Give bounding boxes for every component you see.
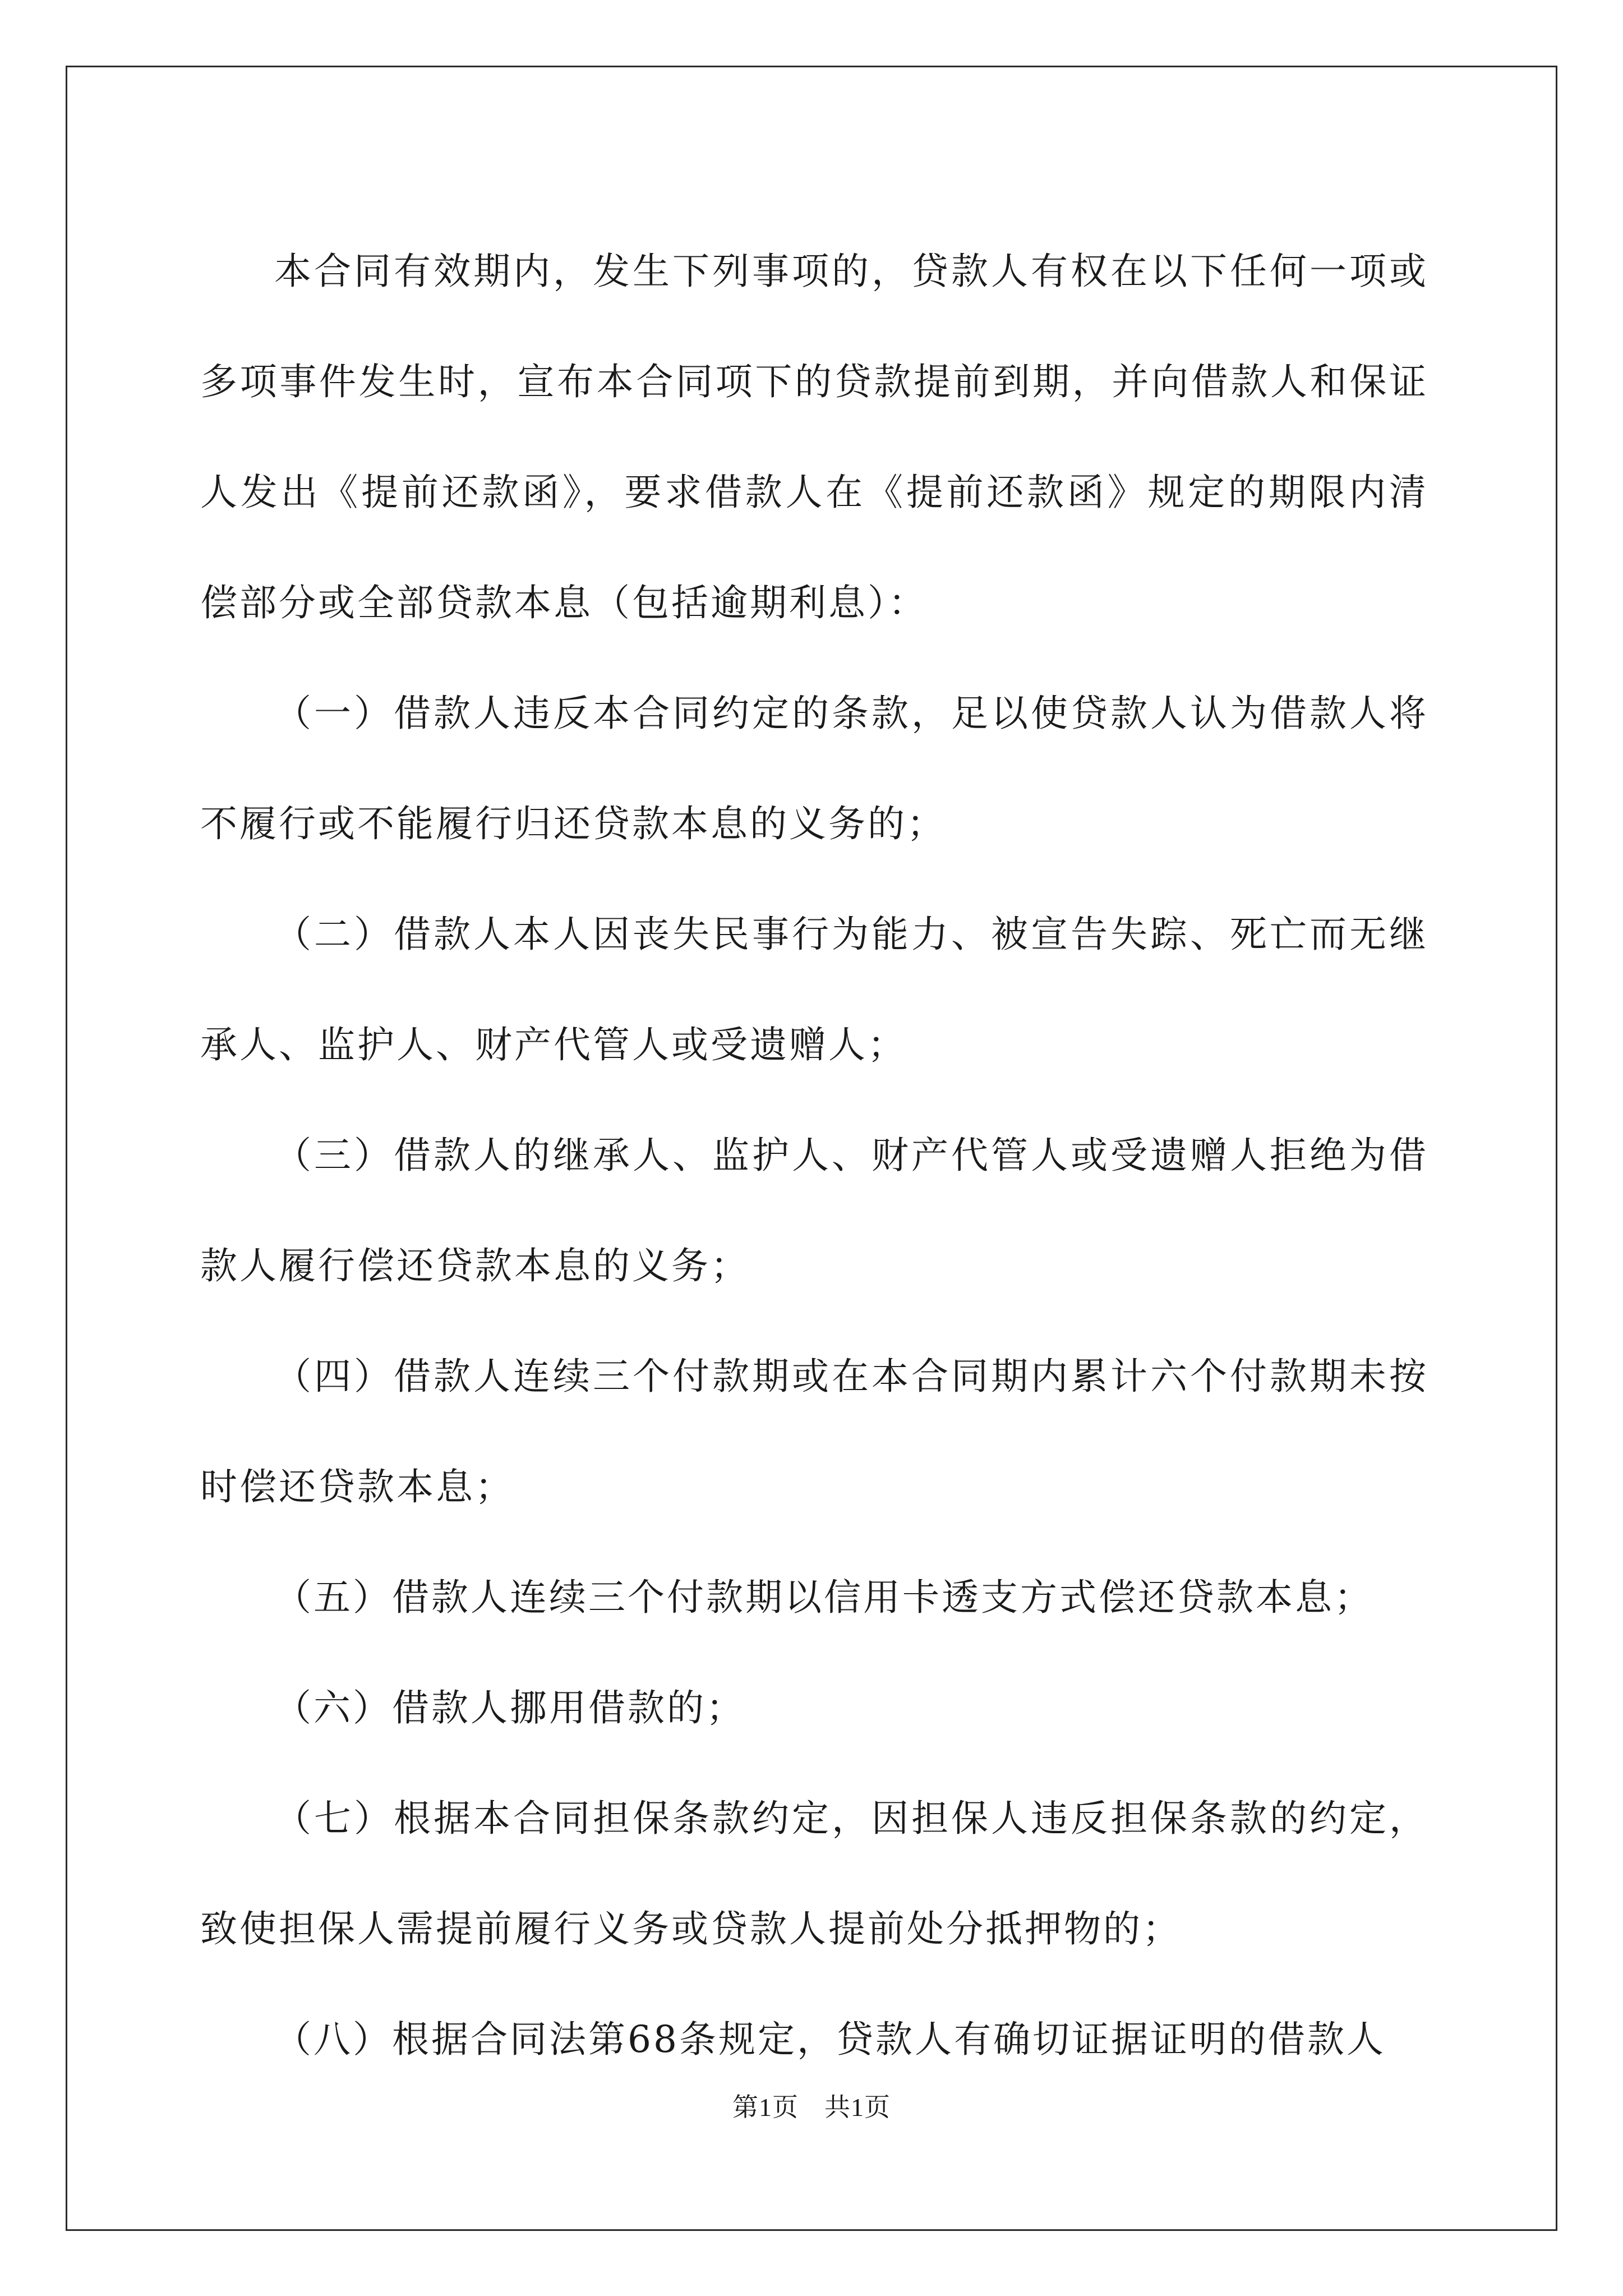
paragraph-item-2: （二）借款人本人因丧失民事行为能力、被宣告失踪、死亡而无继承人、监护人、财产代管人或受遗赠人； (200, 913, 1428, 1066)
paragraph-intro: 本合同有效期内，发生下列事项的，贷款人有权在以下任何一项或多项事件发生时，宣布本合同项下的贷款提前到期，并向借款人和保证人发出《提前还款函》，要求借款人在《提前还款函》规定的期限内清偿部分或全部贷款本息（包括逾期利息）： (200, 250, 1428, 624)
paragraph-item-4: （四）借款人连续三个付款期或在本合同期内累计六个付款期未按时偿还贷款本息； (200, 1355, 1428, 1508)
paragraph-item-3: （三）借款人的继承人、监护人、财产代管人或受遗赠人拒绝为借款人履行偿还贷款本息的义务； (200, 1134, 1428, 1287)
paragraph-item-1: （一）借款人违反本合同约定的条款，足以使贷款人认为借款人将不履行或不能履行归还贷款本息的义务的； (200, 692, 1428, 845)
page-footer (0, 2087, 1623, 2124)
paragraph-item-5: （五）借款人连续三个付款期以信用卡透支方式偿还贷款本息； (274, 1576, 1373, 1619)
paragraph-item-8: （八）根据合同法第68条规定，贷款人有确切证据证明的借款人 (274, 2018, 1386, 2061)
page-number: 第1页 (732, 2093, 799, 2122)
document-body (200, 216, 1428, 2095)
page-total: 共1页 (824, 2093, 891, 2122)
paragraph-item-7: （七）根据本合同担保条款约定，因担保人违反担保条款的约定，致使担保人需提前履行义务或贷款人提前处分抵押物的； (200, 1797, 1428, 1950)
paragraph-item-6: （六）借款人挪用借款的； (274, 1686, 745, 1729)
